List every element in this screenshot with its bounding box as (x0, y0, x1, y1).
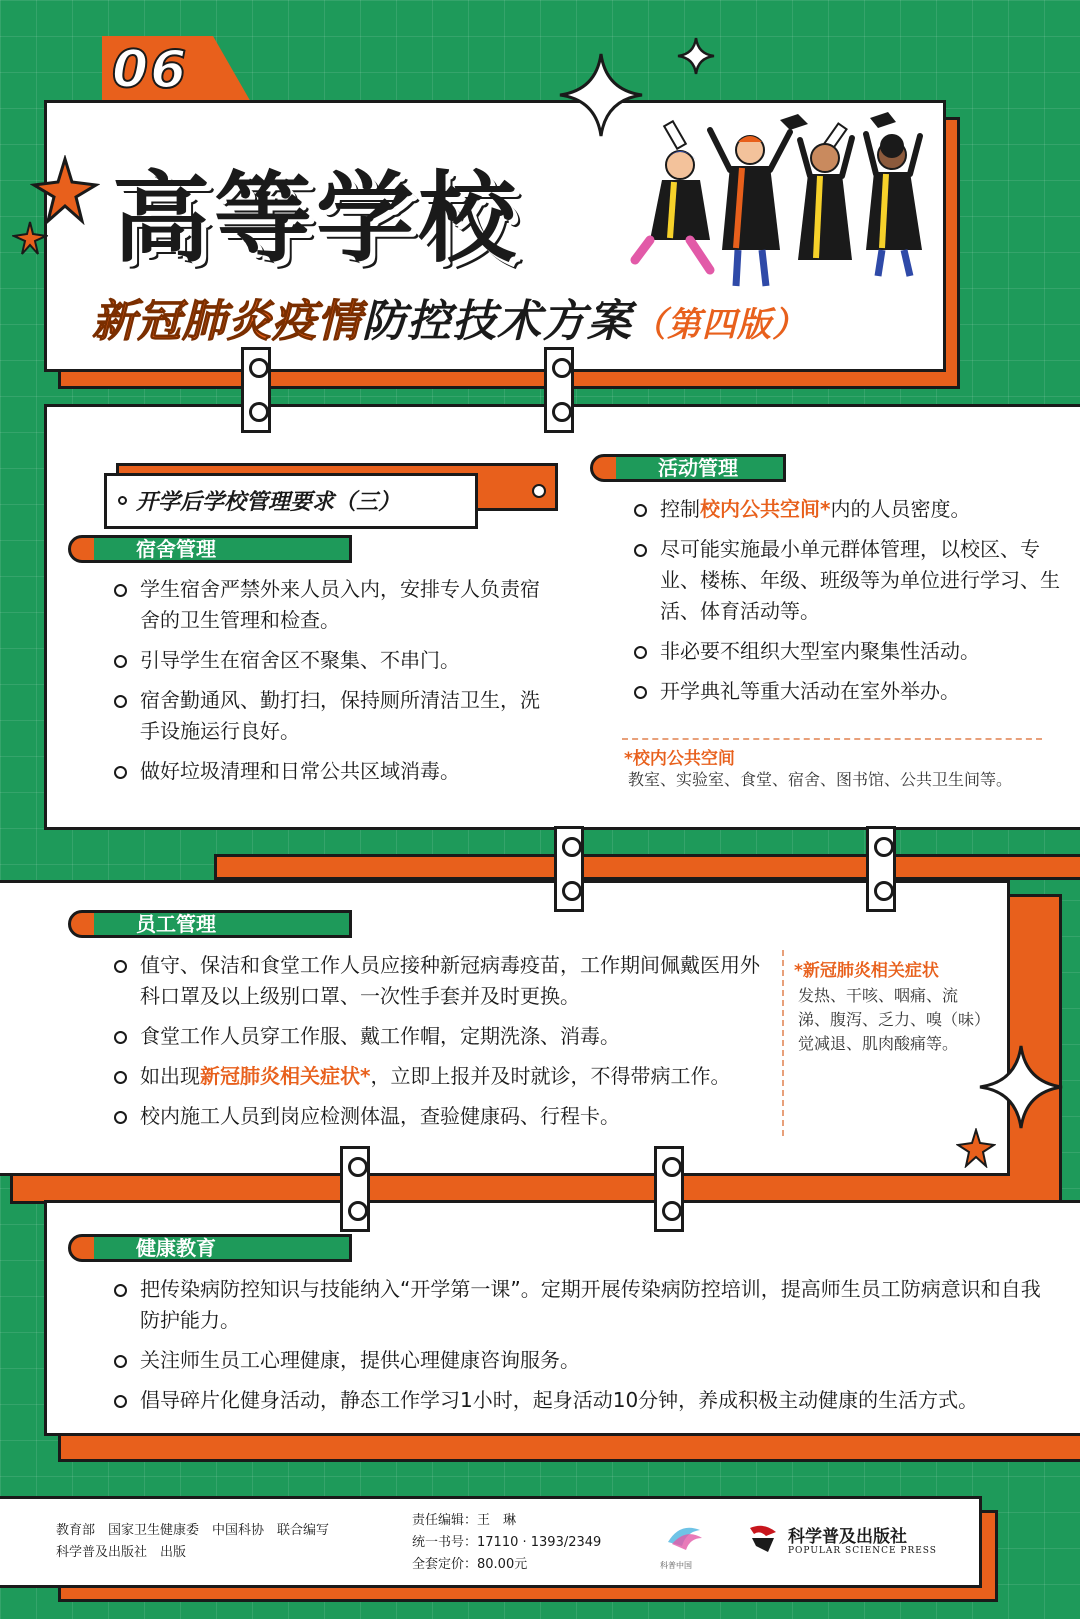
binder-clip (241, 347, 271, 433)
item-text: 内的人员密度。 (830, 497, 971, 521)
dashed-divider (782, 950, 784, 1136)
small-orange-star-icon (12, 220, 48, 256)
dashed-divider (622, 738, 1042, 740)
list-item: 做好垃圾清理和日常公共区域消毒。 (112, 756, 552, 787)
highlight-term: 校内公共空间 (700, 497, 820, 521)
subheading-text: 开学后学校管理要求（三） (136, 490, 401, 515)
staff-list (112, 950, 772, 1141)
list-item (632, 494, 1062, 525)
footnote-mark: * (360, 1064, 371, 1088)
note-title: *新冠肺炎相关症状 (794, 961, 939, 981)
binder-clip (654, 1146, 684, 1232)
publisher-logo-icon (746, 1522, 780, 1556)
highlight-term: 新冠肺炎相关症状 (200, 1064, 360, 1088)
publisher-name-en: POPULAR SCIENCE PRESS (788, 1546, 937, 1556)
page-subtitle (92, 285, 807, 349)
section-title: 员工管理 (94, 910, 352, 938)
orange-star-icon (30, 155, 100, 225)
item-text: 控制 (660, 497, 700, 521)
white-sparkle-icon (978, 1044, 1064, 1130)
footnote-mark: * (820, 497, 831, 521)
ring-icon (118, 496, 127, 505)
section-title: 宿舍管理 (94, 535, 352, 563)
item-text: 如出现 (140, 1064, 200, 1088)
small-sparkle-icon (676, 36, 716, 76)
list-item: 食堂工作人员穿工作服、戴工作帽，定期洗涤、消毒。 (112, 1021, 772, 1052)
price-line: 全套定价：80.00元 (412, 1557, 528, 1572)
note-body: 教室、实验室、食堂、宿舍、图书馆、公共卫生间等。 (628, 770, 1013, 789)
authors-line: 教育部 国家卫生健康委 中国科协 联合编写 (56, 1523, 330, 1538)
health-list (112, 1274, 1052, 1425)
item-text: ，立即上报并及时就诊，不得带病工作。 (370, 1064, 731, 1088)
kepu-logo-text: 科普中国 (660, 1561, 692, 1570)
graduates-illustration (630, 110, 930, 290)
list-item: 尽可能实施最小单元群体管理，以校区、专业、楼栋、年级、班级等为单位进行学习、生活、体育活动等。 (632, 534, 1062, 627)
list-item: 宿舍勤通风、勤打扫，保持厕所清洁卫生，洗手设施运行良好。 (112, 685, 552, 747)
dorm-list (112, 574, 552, 796)
note-title: *校内公共空间 (624, 749, 735, 769)
list-item: 引导学生在宿舍区不聚集、不串门。 (112, 645, 552, 676)
publisher-name-cn: 科学普及出版社 (788, 1527, 907, 1547)
small-orange-star-icon (956, 1128, 996, 1168)
list-item: 把传染病防控知识与技能纳入“开学第一课”。定期开展传染病防控培训，提高师生员工防病意识和自我防护能力。 (112, 1274, 1052, 1336)
section-title: 活动管理 (616, 454, 786, 482)
edition-label: （第四版） (632, 305, 807, 345)
list-item: 学生宿舍严禁外来人员入内，安排专人负责宿舍的卫生管理和检查。 (112, 574, 552, 636)
isbn-line: 统一书号：17110 · 1393/2349 (412, 1535, 602, 1550)
list-item: 校内施工人员到岗应检测体温，查验健康码、行程卡。 (112, 1101, 772, 1132)
number-badge: 06 (112, 40, 189, 100)
kepu-logo-icon (660, 1520, 708, 1560)
binder-clip (340, 1146, 370, 1232)
subtitle-main: 防控技术方案 (362, 296, 632, 347)
list-item (112, 1061, 772, 1092)
publisher-line: 科学普及出版社 出版 (56, 1545, 187, 1560)
editor-line: 责任编辑：王 琳 (412, 1513, 517, 1528)
note-body: 发热、干咳、咽痛、流涕、腹泻、乏力、嗅（味）觉减退、肌肉酸痛等。 (798, 986, 983, 1053)
binder-clip (866, 826, 896, 912)
binder-clip (544, 347, 574, 433)
section-title: 健康教育 (94, 1234, 352, 1262)
binder-clip (554, 826, 584, 912)
list-item: 关注师生员工心理健康，提供心理健康咨询服务。 (112, 1345, 1052, 1376)
list-item: 值守、保洁和食堂工作人员应接种新冠病毒疫苗，工作期间佩戴医用外科口罩及以上级别口罩、一次性手套并及时更换。 (112, 950, 772, 1012)
subtitle-highlight: 新冠肺炎疫情 (92, 296, 362, 347)
page-title: 高等学校 (112, 162, 521, 276)
activity-list (632, 494, 1062, 716)
list-item: 倡导碎片化健身活动，静态工作学习1小时，起身活动10分钟，养成积极主动健康的生活方式。 (112, 1385, 1052, 1416)
list-item: 非必要不组织大型室内聚集性活动。 (632, 636, 1062, 667)
list-item: 开学典礼等重大活动在室外举办。 (632, 676, 1062, 707)
ring-icon (532, 484, 546, 498)
strip-shadow (214, 854, 1080, 880)
